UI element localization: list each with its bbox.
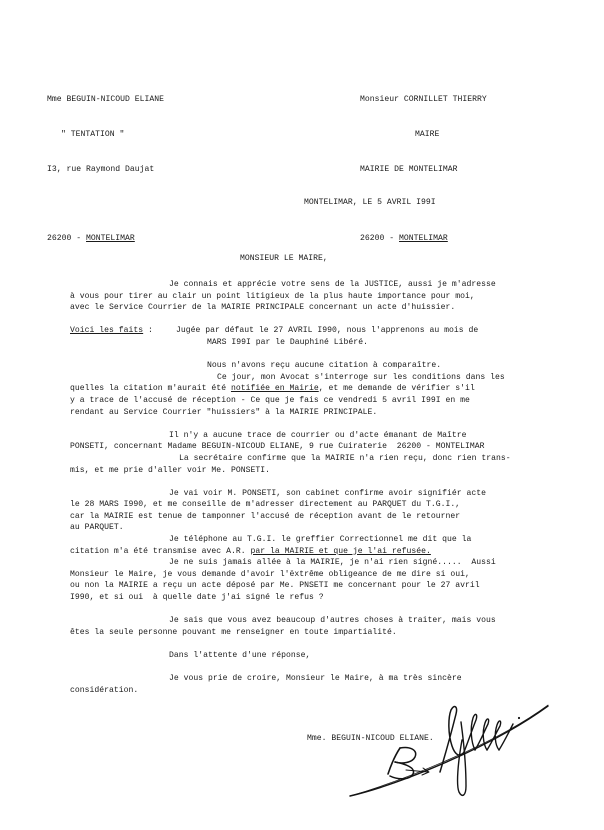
recipient-organisation: MAIRIE DE MONTELIMAR [360, 164, 458, 174]
p8-line1: Dans l'attente d'une réponse, [169, 651, 311, 660]
paragraph-1 [70, 279, 570, 314]
p6-line2-underlined: par la MAIRIE et que je l'ai refusée. [250, 546, 431, 556]
p1-line2: à vous pour tirer au clair un point litigieux de la plus haute importance pour moi, [70, 291, 475, 301]
p6-line4: Monsieur le Maire, je vous demande d'avoir l'ëxtrême obligeance de me dire si oui, [70, 569, 470, 579]
faits-line1: Jugée par défaut le 27 AVRIL I990, nous l'apprenons au mois de [175, 326, 479, 336]
spacer-6 [70, 638, 570, 650]
spacer-3 [70, 418, 570, 430]
salutation: MONSIEUR LE MAIRE, [240, 254, 328, 263]
sender-name: Mme BEGUIN-NICOUD ELIANE [47, 95, 165, 105]
sender-city: MONTELIMAR [86, 234, 135, 244]
sender-address-block [47, 71, 164, 268]
p3-line4: y a trace de l'accusé de réception - Ce que je fais ce vendredi 5 avril I99I en me [70, 395, 470, 405]
recipient-title: MAIRE [415, 129, 440, 139]
p6-line1: Je téléphone au T.G.I. le greffier Correctionnel me dit que la [169, 535, 472, 545]
faits-line2: MARS I99I par le Dauphiné Libéré. [207, 337, 368, 347]
p6-line6: I990, et si oui à quelle date j'ai signé le refus ? [70, 593, 324, 603]
signature-name: Mme. BEGUIN-NICOUD ELIANE. [307, 734, 434, 743]
date-line: MONTELIMAR, LE 5 AVRIL I99I [304, 198, 436, 207]
p7-line1: Je sais que vous avez beaucoup d'autres choses à traiter, mais vous [169, 616, 496, 626]
paragraph-6 [70, 534, 570, 604]
p3-line3b: , et me demande de vérifier s'il [318, 384, 475, 394]
recipient-city-line [360, 233, 487, 245]
paragraph-voici-les-faits [70, 325, 570, 348]
paragraph-3 [70, 360, 570, 418]
voici-les-faits-label: Voici les faits [70, 326, 144, 336]
p4-line2: PONSETI, concernant Madame BEGUIN-NICOUD ELIANE, 9 rue Cuiraterie 26200 - MONTELIMAR [70, 442, 485, 452]
p3-line1: Nous n'avons reçu aucune citation à comparaître. [207, 361, 442, 371]
sender-establishment: " TENTATION " [61, 129, 125, 139]
paragraph-9 [70, 673, 570, 696]
paragraph-8 [70, 650, 570, 662]
p7-line2: êtes la seule personne pouvant me renseigner en toute impartialité. [70, 627, 397, 637]
p5-line4: au PARQUET. [70, 523, 124, 533]
spacer-2 [70, 349, 570, 361]
sender-postal-code: 26200 - [47, 234, 82, 244]
p1-line1: Je connais et apprécie votre sens de la JUSTICE, aussi je m'adresse [169, 280, 496, 289]
sender-street: I3, rue Raymond Daujat [47, 164, 155, 174]
voici-les-faits-colon: : [148, 326, 153, 336]
p9-line2: considération. [70, 685, 139, 695]
p5-line2: le 28 MARS I990, et me conseille de m'adresser directement au PARQUET du T.G.I., [70, 500, 461, 510]
p3-line3a: quelles la citation m'aurait été [70, 384, 231, 394]
handwritten-signature-icon [280, 700, 600, 810]
p4-line4: mis, et me prie d'aller voir Me. PONSETI. [70, 465, 270, 475]
p5-line1: Je vai voir M. PONSETI, son cabinet confirme avoir signifiér acte [169, 488, 487, 498]
spacer-1 [70, 314, 570, 326]
spacer-7 [70, 662, 570, 674]
recipient-address-block [360, 71, 487, 268]
recipient-postal-code: 26200 - [360, 234, 395, 244]
p6-line5: ou non la MAIRIE a reçu un acte déposé par Me. PNSETI me concernant pour le 27 avril [70, 581, 480, 591]
p6-line2a: citation m'a été transmise avec A.R. [70, 546, 251, 556]
p9-line1: Je vous prie de croire, Monsieur le Maire, à ma très sincère [169, 674, 462, 684]
letter-body [70, 279, 570, 696]
p3-line3-underlined: notifiée en Mairie [230, 384, 319, 394]
sender-city-line [47, 233, 164, 245]
paragraph-5 [70, 488, 570, 534]
p1-line3: avec le Service Courrier de la MAIRIE PRINCIPALE concernant un acte d'huissier. [70, 303, 456, 313]
p6-line3: Je ne suis jamais allée à la MAIRIE, je n'ai rien signé..... Aussi [169, 558, 496, 568]
spacer-4 [70, 476, 570, 488]
p4-line3: La secrétaire confirme que la MAIRIE n'a rien reçu, donc rien trans- [179, 453, 511, 463]
recipient-city: MONTELIMAR [399, 234, 448, 244]
recipient-name: Monsieur CORNILLET THIERRY [360, 95, 487, 105]
paragraph-4 [70, 430, 570, 476]
p4-line1: Il n'y a aucune trace de courrier ou d'acte émanant de Maître [169, 430, 467, 440]
p5-line3: car la MAIRIE est tenue de tamponner l'accusé de réception avant de le retourner [70, 511, 461, 521]
p3-line5: rendant au Service Courrier "huissiers" à la MAIRIE PRINCIPALE. [70, 407, 378, 417]
spacer-5 [70, 604, 570, 616]
sender-spacer [47, 199, 164, 211]
paragraph-7 [70, 615, 570, 638]
p3-line2: Ce jour, mon Avocat s'interroge sur les conditions dans les [217, 372, 505, 382]
